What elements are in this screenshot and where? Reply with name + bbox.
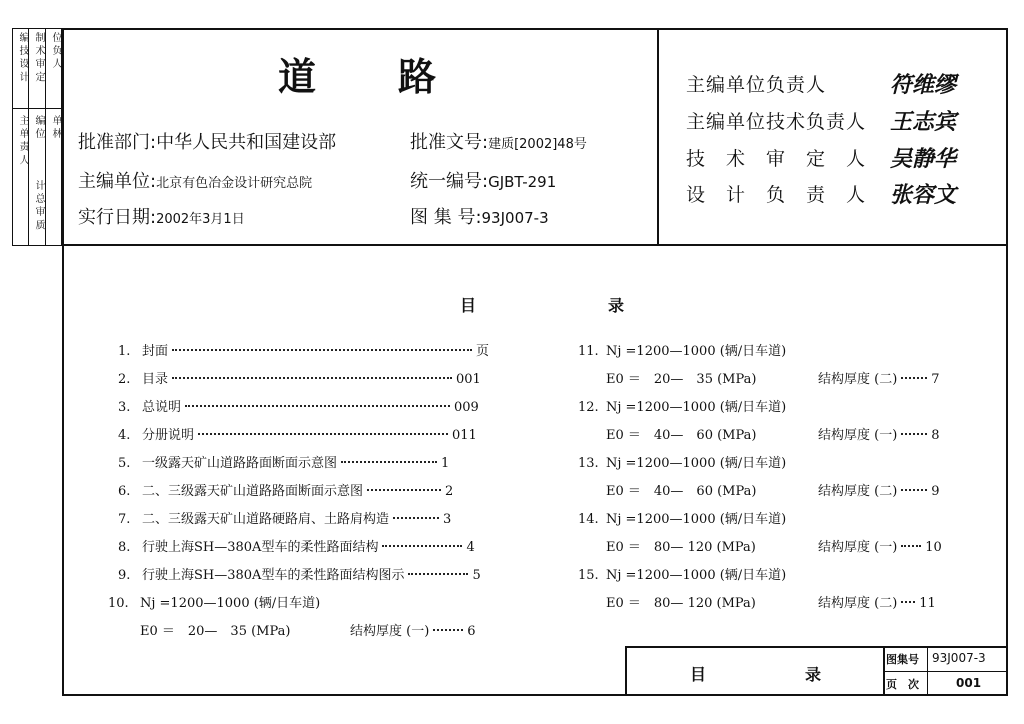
toc-item[interactable] bbox=[578, 508, 786, 527]
toc-item-page: 7 bbox=[931, 372, 940, 387]
unified-no-value: GJBT-291 bbox=[488, 173, 557, 191]
toc-item-num: 1. bbox=[118, 344, 131, 359]
toc-item[interactable] bbox=[578, 452, 786, 471]
toc-item-num: 11. bbox=[578, 344, 599, 359]
toc-item-num: 9. bbox=[118, 568, 131, 583]
approval-doc-no bbox=[410, 128, 587, 154]
toc-leader bbox=[382, 545, 462, 547]
title-block-page-label: 页 次 bbox=[886, 678, 919, 691]
toc-item-num: 4. bbox=[118, 428, 131, 443]
effective-date bbox=[78, 203, 245, 229]
toc-heading-left: 目 bbox=[460, 296, 477, 315]
toc-item-e0: E0 ＝ 40— 60 (MPa) bbox=[606, 428, 757, 443]
toc-item-num: 14. bbox=[578, 512, 599, 527]
toc-item-num: 13. bbox=[578, 456, 599, 471]
effective-date-label: 实行日期: bbox=[78, 207, 157, 228]
toc-item-e0: E0 ＝ 80— 120 (MPa) bbox=[606, 596, 756, 611]
atlas-no-value: 93J007-3 bbox=[481, 209, 549, 227]
toc-item[interactable] bbox=[118, 452, 508, 471]
toc-leader bbox=[901, 433, 927, 435]
toc-item-e0: E0 ＝ 20— 35 (MPa) bbox=[606, 372, 757, 387]
side-label-2: 制 术 审 定 bbox=[33, 32, 44, 82]
toc-item[interactable] bbox=[578, 340, 786, 359]
responsible-signature-2: 王志宾 bbox=[890, 109, 957, 135]
toc-leader bbox=[172, 377, 452, 379]
toc-item-detail bbox=[606, 480, 940, 499]
approval-dept bbox=[78, 128, 336, 154]
responsible-signature-1: 符维缪 bbox=[890, 72, 957, 98]
toc-item[interactable] bbox=[108, 592, 320, 611]
toc-item-page: 001 bbox=[456, 372, 481, 387]
toc-item-detail bbox=[140, 620, 476, 639]
toc-item-num: 10. bbox=[108, 596, 129, 611]
unified-no bbox=[410, 167, 556, 193]
toc-item-num: 6. bbox=[118, 484, 131, 499]
toc-item[interactable] bbox=[118, 368, 508, 387]
toc-item[interactable] bbox=[118, 396, 508, 415]
editor-unit-value: 北京有色冶金设计研究总院 bbox=[156, 176, 313, 191]
toc-item-page: 9 bbox=[931, 484, 940, 499]
toc-item-nj: Nj =1200—1000 (辆/日车道) bbox=[140, 596, 321, 611]
toc-item-title: 二、三级露天矿山道路硬路肩、土路肩构造 bbox=[142, 512, 390, 527]
toc-item-num: 2. bbox=[118, 372, 131, 387]
title-block-page-value: 001 bbox=[956, 676, 982, 690]
toc-item-title: 总说明 bbox=[142, 400, 182, 415]
toc-item-num: 5. bbox=[118, 456, 131, 471]
toc-item[interactable] bbox=[118, 536, 508, 555]
toc-item-desc: 结构厚度 (二) bbox=[818, 372, 898, 387]
toc-item-page: 011 bbox=[452, 428, 477, 443]
toc-item[interactable] bbox=[578, 396, 786, 415]
toc-item-page: 页 bbox=[476, 344, 490, 359]
toc-item[interactable] bbox=[118, 424, 508, 443]
toc-leader bbox=[185, 405, 450, 407]
toc-item-num: 15. bbox=[578, 568, 599, 583]
toc-item[interactable] bbox=[118, 508, 508, 527]
unified-no-label: 统一编号: bbox=[410, 171, 489, 192]
toc-leader bbox=[408, 573, 468, 575]
toc-item-page: 11 bbox=[919, 596, 936, 611]
toc-item-page: 10 bbox=[925, 540, 942, 555]
toc-leader bbox=[901, 601, 915, 603]
toc-leader bbox=[172, 349, 472, 351]
toc-item-page: 2 bbox=[445, 484, 454, 499]
side-strip-rule bbox=[12, 108, 62, 109]
side-label-6: 单 林 bbox=[50, 115, 61, 139]
toc-item-nj: Nj =1200—1000 (辆/日车道) bbox=[606, 568, 787, 583]
approval-doc-no-label: 批准文号: bbox=[410, 132, 489, 153]
approval-dept-label: 批准部门: bbox=[78, 132, 157, 153]
responsible-signature-3: 吴静华 bbox=[890, 146, 957, 172]
toc-item-desc: 结构厚度 (一) bbox=[350, 624, 430, 639]
toc-leader bbox=[367, 489, 441, 491]
toc-leader bbox=[198, 433, 448, 435]
responsible-role-3: 技 术 审 定 人 bbox=[686, 148, 867, 170]
toc-item-num: 8. bbox=[118, 540, 131, 555]
toc-item[interactable] bbox=[118, 564, 508, 583]
toc-item-num: 12. bbox=[578, 400, 599, 415]
toc-item-nj: Nj =1200—1000 (辆/日车道) bbox=[606, 456, 787, 471]
responsible-signature-4: 张容文 bbox=[890, 182, 957, 208]
toc-item-nj: Nj =1200—1000 (辆/日车道) bbox=[606, 400, 787, 415]
side-label-5: 编 位 bbox=[33, 115, 44, 139]
header-divider bbox=[657, 28, 659, 246]
toc-item-e0: E0 ＝ 20— 35 (MPa) bbox=[140, 624, 291, 639]
toc-item-page: 6 bbox=[467, 624, 476, 639]
toc-item-title: 行驶上海SH—380A型车的柔性路面结构 bbox=[142, 540, 379, 555]
toc-item-desc: 结构厚度 (二) bbox=[818, 596, 898, 611]
side-label-1: 编 技 设 计 bbox=[17, 32, 28, 82]
toc-item-detail bbox=[606, 424, 940, 443]
toc-item-page: 8 bbox=[931, 428, 940, 443]
toc-item-page: 3 bbox=[443, 512, 452, 527]
toc-leader bbox=[433, 629, 463, 631]
toc-leader bbox=[901, 489, 927, 491]
toc-item[interactable] bbox=[578, 564, 786, 583]
editor-unit bbox=[78, 167, 312, 193]
toc-heading-right: 录 bbox=[608, 296, 625, 315]
toc-leader bbox=[393, 517, 439, 519]
title-block-atlas-value: 93J007-3 bbox=[932, 651, 986, 665]
toc-item-e0: E0 ＝ 40— 60 (MPa) bbox=[606, 484, 757, 499]
atlas-no-label: 图 集 号: bbox=[410, 207, 482, 228]
toc-item-num: 3. bbox=[118, 400, 131, 415]
title-block-label-left: 目 bbox=[690, 665, 707, 684]
effective-date-value: 2002年3月1日 bbox=[156, 212, 245, 227]
toc-item-title: 二、三级露天矿山道路路面断面示意图 bbox=[142, 484, 364, 499]
side-label-7: 计 总 审 质 bbox=[33, 180, 44, 230]
toc-item-page: 5 bbox=[472, 568, 481, 583]
toc-item-detail bbox=[606, 536, 942, 555]
toc-item[interactable] bbox=[118, 340, 508, 359]
toc-item-detail bbox=[606, 368, 940, 387]
responsible-role-1: 主编单位负责人 bbox=[686, 74, 827, 96]
toc-item-page: 1 bbox=[441, 456, 450, 471]
toc-item-page: 009 bbox=[454, 400, 479, 415]
toc-item-title: 分册说明 bbox=[142, 428, 195, 443]
toc-item-nj: Nj =1200—1000 (辆/日车道) bbox=[606, 512, 787, 527]
toc-item-page: 4 bbox=[466, 540, 475, 555]
toc-leader bbox=[901, 377, 927, 379]
toc-item[interactable] bbox=[118, 480, 508, 499]
title-block-atlas-label: 图集号 bbox=[886, 653, 919, 666]
header-bottom-rule bbox=[62, 244, 1008, 246]
toc-item-desc: 结构厚度 (一) bbox=[818, 540, 898, 555]
page-title: 道 路 bbox=[278, 55, 439, 99]
atlas-no bbox=[410, 203, 549, 229]
toc-item-title: 封面 bbox=[142, 344, 169, 359]
toc-item-title: 一级露天矿山道路路面断面示意图 bbox=[142, 456, 338, 471]
side-label-4: 主 单 责 人 bbox=[17, 115, 28, 165]
approval-dept-value: 中华人民共和国建设部 bbox=[156, 132, 337, 153]
toc-item-desc: 结构厚度 (二) bbox=[818, 484, 898, 499]
toc-item-title: 目录 bbox=[142, 372, 169, 387]
editor-unit-label: 主编单位: bbox=[78, 171, 157, 192]
responsible-role-4: 设 计 负 责 人 bbox=[686, 184, 867, 206]
toc-item-nj: Nj =1200—1000 (辆/日车道) bbox=[606, 344, 787, 359]
side-label-3: 位 负 人 bbox=[50, 32, 61, 69]
toc-item-title: 行驶上海SH—380A型车的柔性路面结构图示 bbox=[142, 568, 405, 583]
toc-leader bbox=[341, 461, 437, 463]
approval-doc-no-value: 建质[2002]48号 bbox=[488, 137, 587, 152]
title-block-rule bbox=[883, 671, 1008, 672]
toc-item-num: 7. bbox=[118, 512, 131, 527]
toc-item-e0: E0 ＝ 80— 120 (MPa) bbox=[606, 540, 756, 555]
toc-leader bbox=[901, 545, 921, 547]
toc-item-detail bbox=[606, 592, 936, 611]
title-block-label-right: 录 bbox=[805, 665, 822, 684]
toc-item-desc: 结构厚度 (一) bbox=[818, 428, 898, 443]
responsible-role-2: 主编单位技术负责人 bbox=[686, 111, 867, 133]
